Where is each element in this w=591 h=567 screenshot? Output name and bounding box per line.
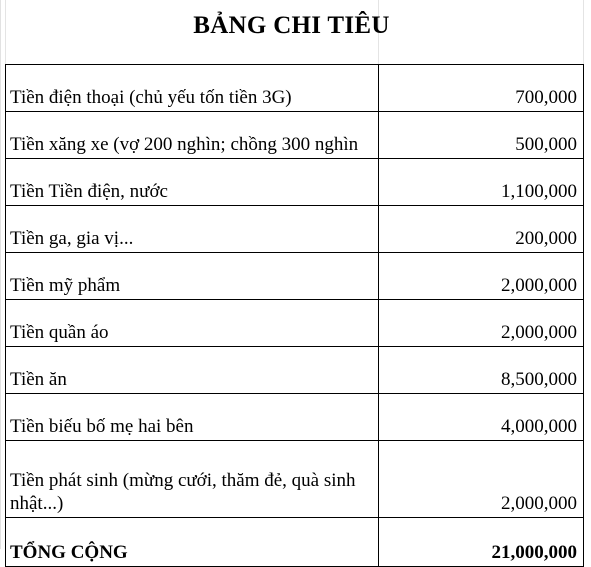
table-row bbox=[6, 347, 584, 394]
table-row bbox=[6, 65, 584, 112]
expense-label-cell[interactable]: Tiền điện thoại (chủ yếu tốn tiền 3G) bbox=[6, 65, 379, 112]
total-label-cell[interactable]: TỔNG CỘNG bbox=[6, 518, 379, 567]
table-row bbox=[6, 206, 584, 253]
expense-label-cell[interactable]: Tiền xăng xe (vợ 200 nghìn; chồng 300 nghìn bbox=[6, 112, 379, 159]
total-row bbox=[6, 518, 584, 567]
table-row bbox=[6, 300, 584, 347]
expense-label-cell[interactable]: Tiền ăn bbox=[6, 347, 379, 394]
expense-amount-cell[interactable]: 4,000,000 bbox=[379, 394, 584, 441]
expense-label-cell[interactable]: Tiền phát sinh (mừng cưới, thăm đẻ, quà sinh nhật...) bbox=[6, 441, 379, 518]
table-row bbox=[6, 253, 584, 300]
expense-amount-cell[interactable]: 2,000,000 bbox=[379, 253, 584, 300]
expense-amount-cell[interactable]: 2,000,000 bbox=[379, 300, 584, 347]
expense-amount-cell[interactable]: 200,000 bbox=[379, 206, 584, 253]
table-row bbox=[6, 394, 584, 441]
expense-label-cell[interactable]: Tiền Tiền điện, nước bbox=[6, 159, 379, 206]
expense-table bbox=[5, 64, 584, 567]
grid-line bbox=[583, 0, 584, 64]
expense-amount-cell[interactable]: 500,000 bbox=[379, 112, 584, 159]
expense-label-cell[interactable]: Tiền quần áo bbox=[6, 300, 379, 347]
sheet-title[interactable]: BẢNG CHI TIÊU bbox=[193, 12, 390, 39]
table-row bbox=[6, 112, 584, 159]
expense-amount-cell[interactable]: 700,000 bbox=[379, 65, 584, 112]
expense-label-cell[interactable]: Tiền ga, gia vị... bbox=[6, 206, 379, 253]
expense-amount-cell[interactable]: 2,000,000 bbox=[379, 441, 584, 518]
expense-amount-cell[interactable]: 1,100,000 bbox=[379, 159, 584, 206]
table-row bbox=[6, 159, 584, 206]
expense-label-cell[interactable]: Tiền biếu bố mẹ hai bên bbox=[6, 394, 379, 441]
total-amount-cell[interactable]: 21,000,000 bbox=[379, 518, 584, 567]
table-row bbox=[6, 441, 584, 518]
expense-amount-cell[interactable]: 8,500,000 bbox=[379, 347, 584, 394]
expense-label-cell[interactable]: Tiền mỹ phẩm bbox=[6, 253, 379, 300]
